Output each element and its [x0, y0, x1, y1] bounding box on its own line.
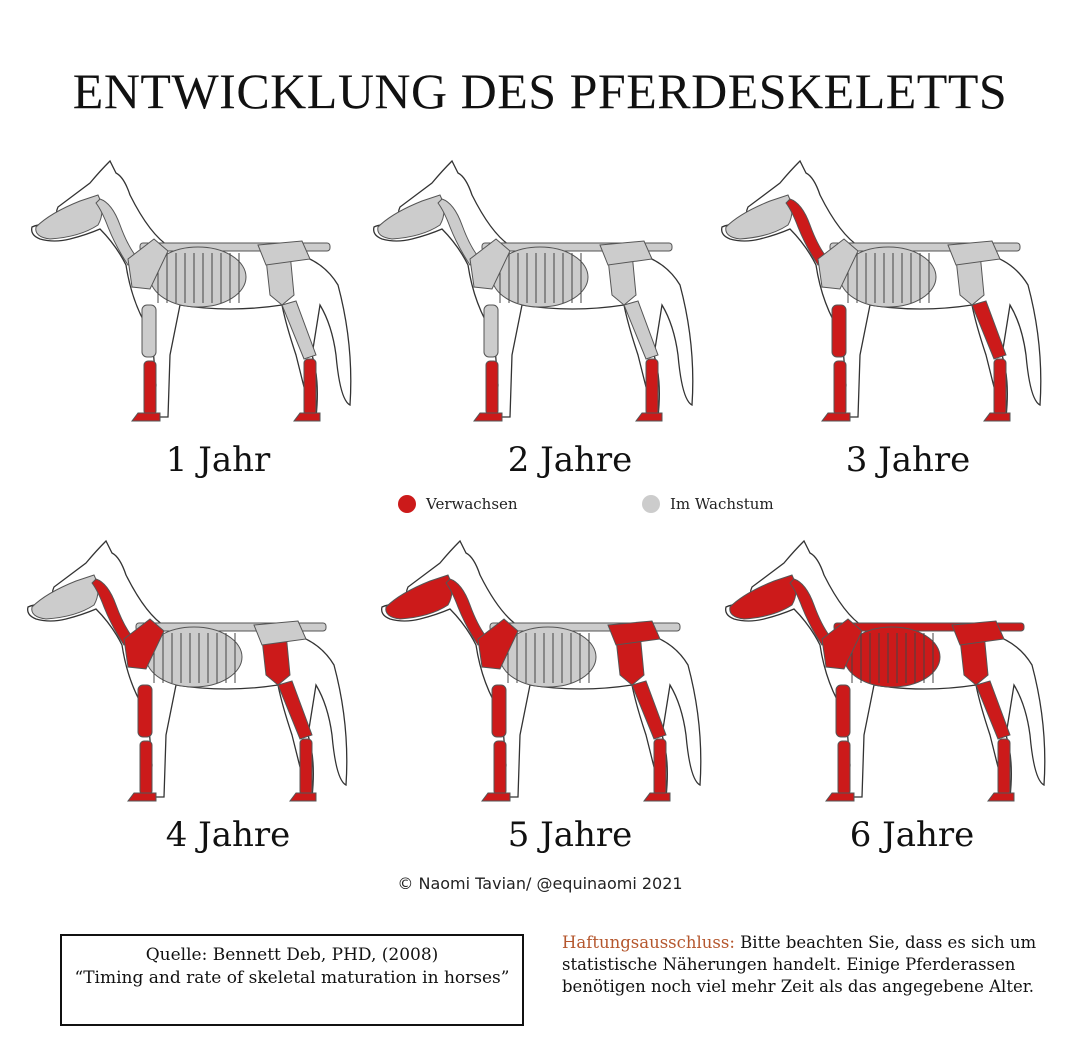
source-line-1: Quelle: Bennett Deb, PHD, (2008) — [145, 945, 439, 965]
bone-pelvis — [608, 621, 660, 645]
bone-forearm — [142, 305, 156, 357]
bone-pelvis — [600, 241, 652, 265]
bone-lower-legs — [128, 739, 316, 801]
bone-lower-legs-3 — [636, 413, 662, 421]
disclaimer-label: Haftungsausschluss: — [562, 933, 735, 952]
bone-lower-legs-0 — [494, 741, 506, 795]
bone-hind-cannon — [282, 301, 316, 359]
horse-panel-2 — [362, 155, 702, 430]
bone-forearm — [832, 305, 846, 357]
bone-hind-cannon — [976, 681, 1010, 739]
bone-lower-legs — [132, 359, 320, 421]
bone-hind-cannon — [278, 681, 312, 739]
bone-lower-legs-2 — [998, 739, 1010, 795]
fused-dot-icon — [398, 495, 416, 513]
copyright-credit: © Naomi Tavian/ @equinaomi 2021 — [397, 874, 683, 893]
horse-panel-3 — [710, 155, 1050, 430]
growing-dot-icon — [642, 495, 660, 513]
disclaimer — [562, 932, 1062, 998]
horse-panel-5 — [370, 535, 710, 810]
bone-lower-legs-2 — [646, 359, 658, 415]
bone-lower-legs-2 — [304, 359, 316, 415]
bone-lower-legs-0 — [838, 741, 850, 795]
bone-lower-legs-0 — [834, 361, 846, 415]
legend-growing-label: Im Wachstum — [670, 495, 774, 513]
bone-lower-legs-1 — [482, 793, 510, 801]
bone-lower-legs — [826, 739, 1014, 801]
horse-panel-6 — [714, 535, 1054, 810]
bone-hind-cannon — [624, 301, 658, 359]
source-box — [60, 934, 524, 1026]
disclaimer-text: Bitte beachten Sie, dass es sich um statistische Näherungen handelt. Einige Pferderassen benötigen noch viel mehr Zeit als das angegebene Alter. — [562, 933, 1037, 996]
bone-lower-legs-2 — [654, 739, 666, 795]
bone-pelvis — [952, 621, 1004, 645]
bone-lower-legs-3 — [290, 793, 316, 801]
horse-panel-4 — [16, 535, 356, 810]
bone-lower-legs-3 — [984, 413, 1010, 421]
horse-panel-1 — [20, 155, 360, 430]
bone-lower-legs-1 — [474, 413, 502, 421]
age-label-4: 4 Jahre — [165, 815, 291, 855]
bone-lower-legs — [822, 359, 1010, 421]
bone-lower-legs — [482, 739, 670, 801]
bone-pelvis — [948, 241, 1000, 265]
source-line-2: “Timing and rate of skeletal maturation in horses” — [74, 968, 510, 988]
bone-lower-legs-0 — [486, 361, 498, 415]
age-label-3: 3 Jahre — [845, 440, 971, 480]
bone-lower-legs-3 — [294, 413, 320, 421]
bone-lower-legs-1 — [822, 413, 850, 421]
bone-hind-cannon — [972, 301, 1006, 359]
horse-skeleton-4 — [16, 535, 356, 810]
bone-lower-legs-2 — [994, 359, 1006, 415]
legend-fused — [398, 495, 518, 513]
age-label-6: 6 Jahre — [849, 815, 975, 855]
bone-hind-cannon — [632, 681, 666, 739]
bone-lower-legs-1 — [132, 413, 160, 421]
legend-growing — [642, 495, 774, 513]
bone-forearm — [484, 305, 498, 357]
horse-skeleton-2 — [362, 155, 702, 430]
horse-skeleton-5 — [370, 535, 710, 810]
bone-lower-legs-0 — [140, 741, 152, 795]
bone-lower-legs-0 — [144, 361, 156, 415]
horse-skeleton-1 — [20, 155, 360, 430]
horse-skeleton-3 — [710, 155, 1050, 430]
bone-pelvis — [258, 241, 310, 265]
age-label-2: 2 Jahre — [507, 440, 633, 480]
bone-forearm — [492, 685, 506, 737]
bone-lower-legs-3 — [988, 793, 1014, 801]
bone-lower-legs-1 — [128, 793, 156, 801]
horse-skeleton-6 — [714, 535, 1054, 810]
bone-pelvis — [254, 621, 306, 645]
bone-lower-legs-2 — [300, 739, 312, 795]
age-label-5: 5 Jahre — [507, 815, 633, 855]
bone-lower-legs — [474, 359, 662, 421]
bone-forearm — [836, 685, 850, 737]
page-title: ENTWICKLUNG DES PFERDESKELETTS — [72, 63, 1008, 119]
bone-lower-legs-3 — [644, 793, 670, 801]
legend-fused-label: Verwachsen — [426, 495, 518, 513]
bone-forearm — [138, 685, 152, 737]
age-label-1: 1 Jahr — [165, 440, 271, 480]
bone-lower-legs-1 — [826, 793, 854, 801]
